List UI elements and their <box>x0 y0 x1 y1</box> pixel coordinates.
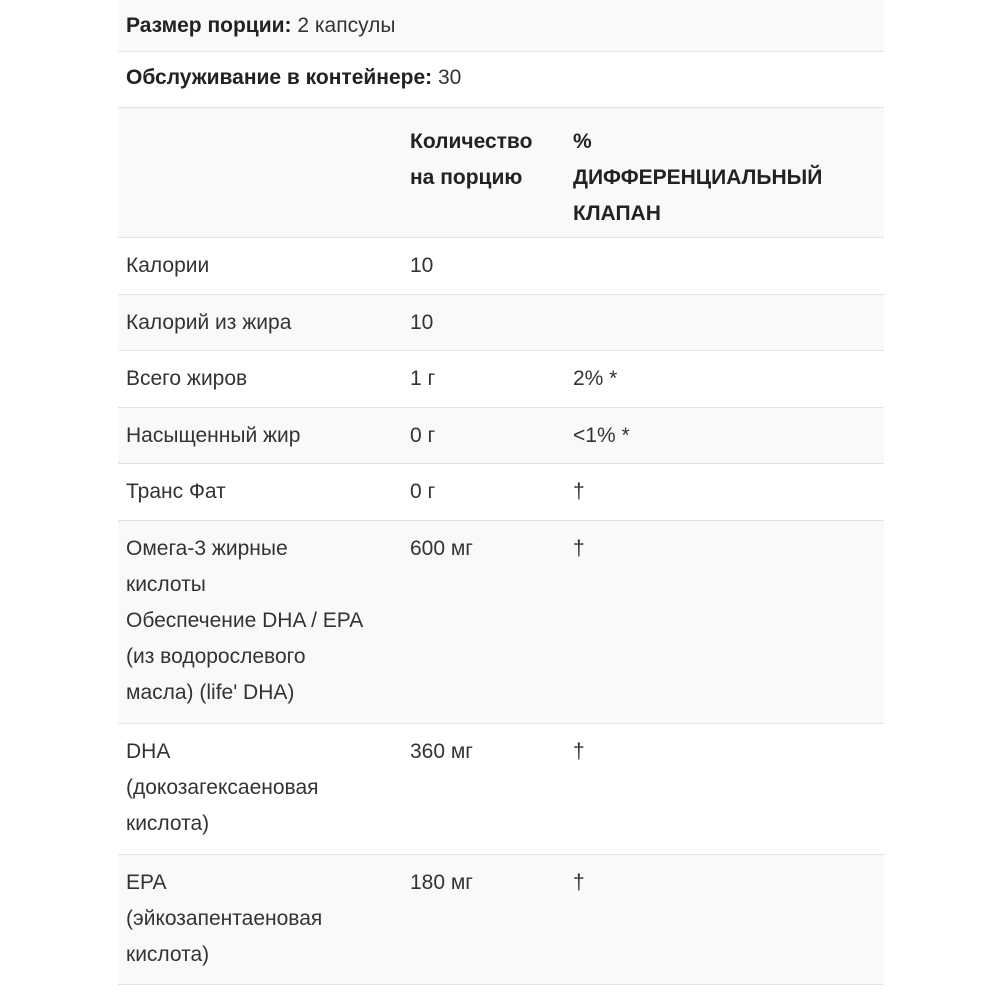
nutrient-name-line: Омега-3 жирные <box>126 537 288 560</box>
header-daily-value-cell <box>573 108 884 242</box>
header-dv-line3: КЛАПАН <box>573 202 661 225</box>
table-row <box>118 855 884 985</box>
nutrient-daily-value <box>573 238 884 258</box>
nutrient-daily-value <box>573 295 884 315</box>
header-amount-cell <box>410 108 573 206</box>
header-dv-line2: ДИФФЕРЕНЦИАЛЬНЫЙ <box>573 166 823 189</box>
nutrient-name-line: Обеспечение DHA / EPA <box>126 609 364 632</box>
nutrient-amount: 1 г <box>410 367 436 390</box>
nutrient-daily-value: † <box>573 537 585 560</box>
nutrient-daily-value: † <box>573 871 585 894</box>
nutrient-amount: 600 мг <box>410 537 473 560</box>
nutrient-amount: 10 <box>410 254 434 277</box>
serving-size-value: 2 капсулы <box>297 14 396 37</box>
table-header-row <box>118 108 884 238</box>
nutrient-name <box>118 521 410 721</box>
nutrient-daily-value: 2% * <box>573 367 618 390</box>
servings-per-container-value: 30 <box>438 66 462 89</box>
nutrient-name: Всего жиров <box>126 367 248 390</box>
table-row <box>118 238 884 295</box>
nutrient-amount: 10 <box>410 311 434 334</box>
table-row <box>118 724 884 855</box>
nutrient-amount: 180 мг <box>410 871 473 894</box>
nutrient-name-line: (докозагексаеновая <box>126 776 319 799</box>
nutrient-name-line: (эйкозапентаеновая <box>126 907 323 930</box>
nutrient-name-line: (из водорослевого <box>126 645 306 668</box>
table-row <box>118 408 884 464</box>
nutrient-name: Калорий из жира <box>126 311 292 334</box>
nutrient-name <box>118 724 410 852</box>
nutrient-name-line: кислота) <box>126 943 210 966</box>
nutrient-name <box>118 855 410 983</box>
table-row <box>118 351 884 408</box>
table-row <box>118 464 884 521</box>
nutrient-name-line: EPA <box>126 871 167 894</box>
nutrient-name: Насыщенный жир <box>126 424 301 447</box>
servings-per-container-label: Обслуживание в контейнере: <box>126 66 433 89</box>
table-row <box>118 521 884 724</box>
servings-per-container-row <box>118 52 884 108</box>
nutrient-daily-value: <1% * <box>573 424 630 447</box>
nutrient-daily-value: † <box>573 740 585 763</box>
header-amount-line1: Количество <box>410 130 533 153</box>
serving-size-row <box>118 0 884 52</box>
nutrient-daily-value: † <box>573 480 585 503</box>
nutrient-name-line: DHA <box>126 740 171 763</box>
nutrient-name-line: кислоты <box>126 573 206 596</box>
header-amount-line2: на порцию <box>410 166 523 189</box>
nutrient-name: Транс Фат <box>126 480 226 503</box>
serving-size-label: Размер порции: <box>126 14 292 37</box>
nutrient-name-line: кислота) <box>126 812 210 835</box>
header-nutrient-cell <box>118 108 410 128</box>
nutrient-amount: 360 мг <box>410 740 473 763</box>
nutrient-name: Калории <box>126 254 210 277</box>
nutrient-amount: 0 г <box>410 424 436 447</box>
header-dv-line1: % <box>573 130 592 153</box>
nutrient-amount: 0 г <box>410 480 436 503</box>
nutrition-facts-table <box>118 0 884 985</box>
nutrient-name-line: масла) (life' DHA) <box>126 681 295 704</box>
table-row <box>118 295 884 351</box>
